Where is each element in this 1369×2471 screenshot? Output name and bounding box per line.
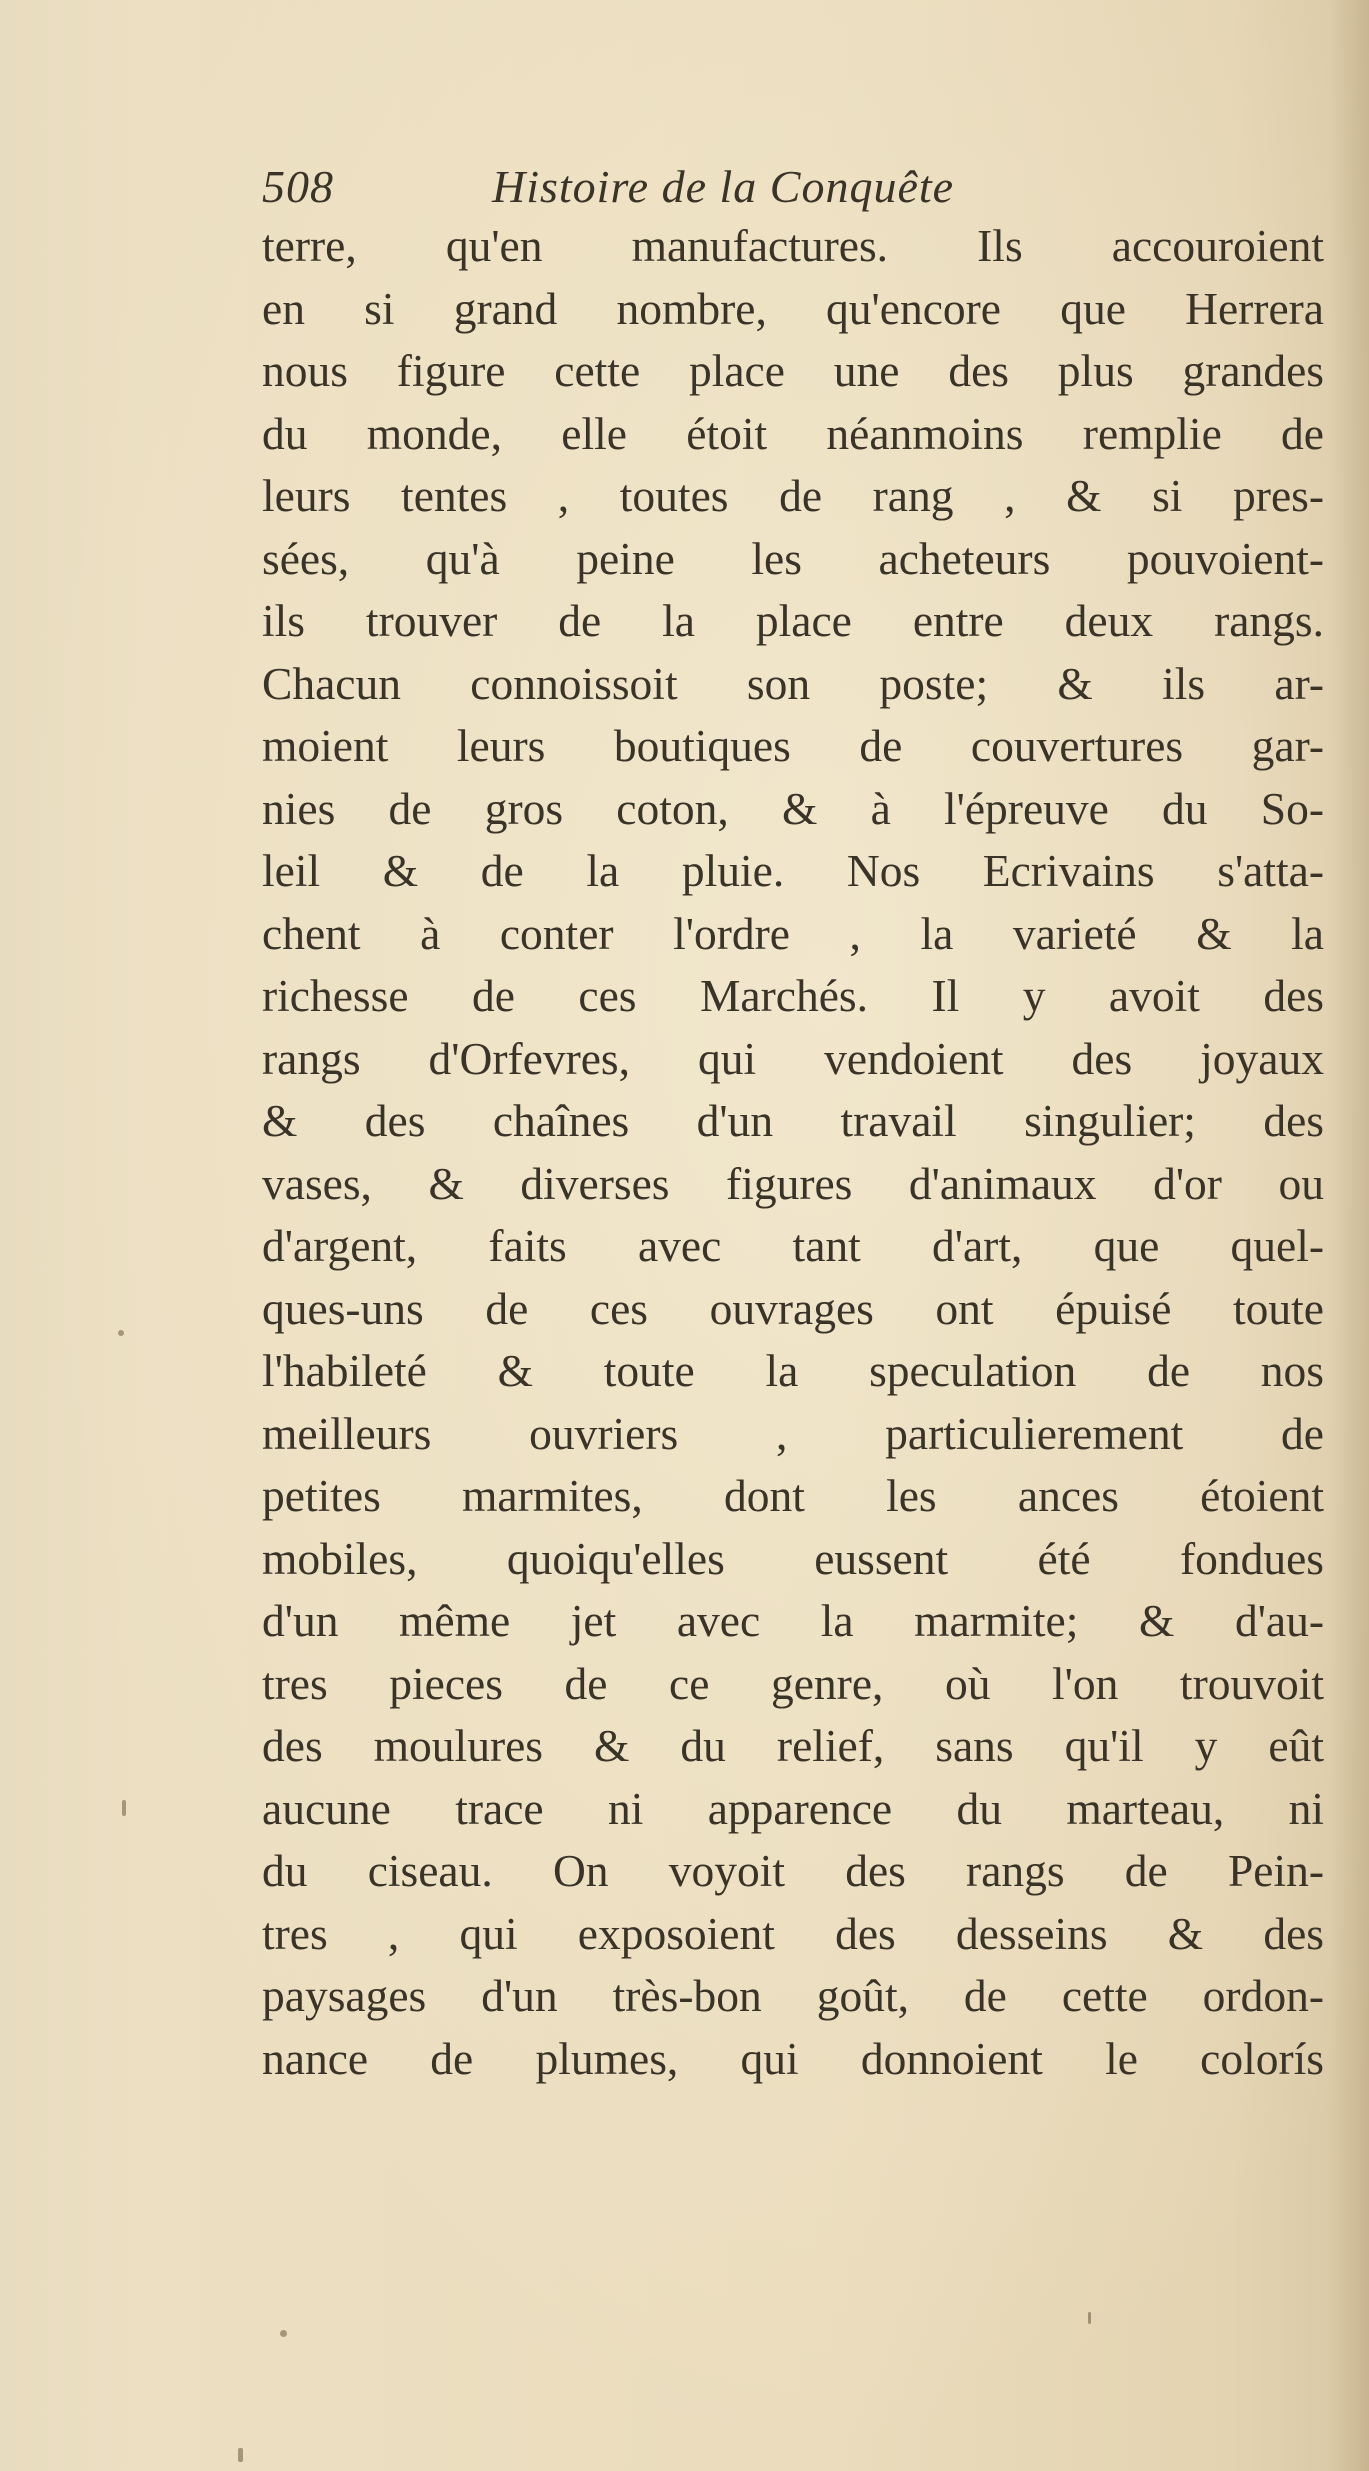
text-line: d'argent, faits avec tant d'art, que quel- xyxy=(262,1220,1324,1271)
text-line: l'habileté & toute la speculation de nos xyxy=(262,1345,1324,1396)
text-line: rangs d'Orfevres, qui vendoient des joyaux xyxy=(262,1032,1324,1084)
text-line: tres pieces de ce genre, où l'on trouvoit xyxy=(262,1657,1324,1709)
text-line: des moulures & du relief, sans qu'il y eût xyxy=(262,1720,1324,1771)
running-title: Histoire de la Conquête xyxy=(492,161,955,212)
page-edge-shadow xyxy=(1329,0,1369,2471)
text-line: Chacun connoissoit son poste; & ils ar- xyxy=(262,657,1324,709)
text-line: tres , qui exposoient des desseins & des xyxy=(262,1907,1324,1959)
text-line: ques-uns de ces ouvrages ont épuisé toute xyxy=(262,1282,1324,1334)
text-line: leil & de la pluie. Nos Ecrivains s'atta- xyxy=(262,845,1324,896)
text-line: mobiles, quoiqu'elles eussent été fondues xyxy=(262,1532,1324,1584)
text-line: richesse de ces Marchés. Il y avoit des xyxy=(262,970,1324,1021)
text-line: moient leurs boutiques de couvertures gar- xyxy=(262,720,1324,771)
paper-speck xyxy=(238,2448,243,2462)
page-header xyxy=(262,160,1322,220)
page-number: 508 xyxy=(262,161,334,212)
paper-speck xyxy=(122,1800,126,1816)
text-line: nous figure cette place une des plus grandes xyxy=(262,345,1324,396)
text-line: du ciseau. On voyoit des rangs de Pein- xyxy=(262,1845,1324,1896)
text-line: vases, & diverses figures d'animaux d'or ou xyxy=(262,1157,1324,1209)
text-line: meilleurs ouvriers , particulierement de xyxy=(262,1407,1324,1459)
text-line: ils trouver de la place entre deux rangs. xyxy=(262,595,1324,646)
text-line: d'un même jet avec la marmite; & d'au- xyxy=(262,1595,1324,1646)
text-line: sées, qu'à peine les acheteurs pouvoient- xyxy=(262,532,1324,584)
paper-speck xyxy=(1088,2312,1091,2324)
text-line: paysages d'un très-bon goût, de cette ordon- xyxy=(262,1970,1324,2021)
body-text xyxy=(262,215,1324,2090)
text-line: leurs tentes , toutes de rang , & si pres- xyxy=(262,470,1324,521)
text-line: terre, qu'en manufactures. Ils accouroient xyxy=(262,220,1324,271)
text-line: petites marmites, dont les ances étoient xyxy=(262,1470,1324,1521)
text-line: du monde, elle étoit néanmoins remplie de xyxy=(262,407,1324,459)
text-line: nies de gros coton, & à l'épreuve du So- xyxy=(262,782,1324,834)
paper-speck xyxy=(280,2330,287,2337)
paper-speck xyxy=(118,1330,124,1336)
text-line: chent à conter l'ordre , la varieté & la xyxy=(262,907,1324,959)
text-line: en si grand nombre, qu'encore que Herrera xyxy=(262,282,1324,334)
text-line: nance de plumes, qui donnoient le colorís xyxy=(262,2032,1324,2084)
text-line: aucune trace ni apparence du marteau, ni xyxy=(262,1782,1324,1834)
text-line: & des chaînes d'un travail singulier; des xyxy=(262,1095,1324,1146)
